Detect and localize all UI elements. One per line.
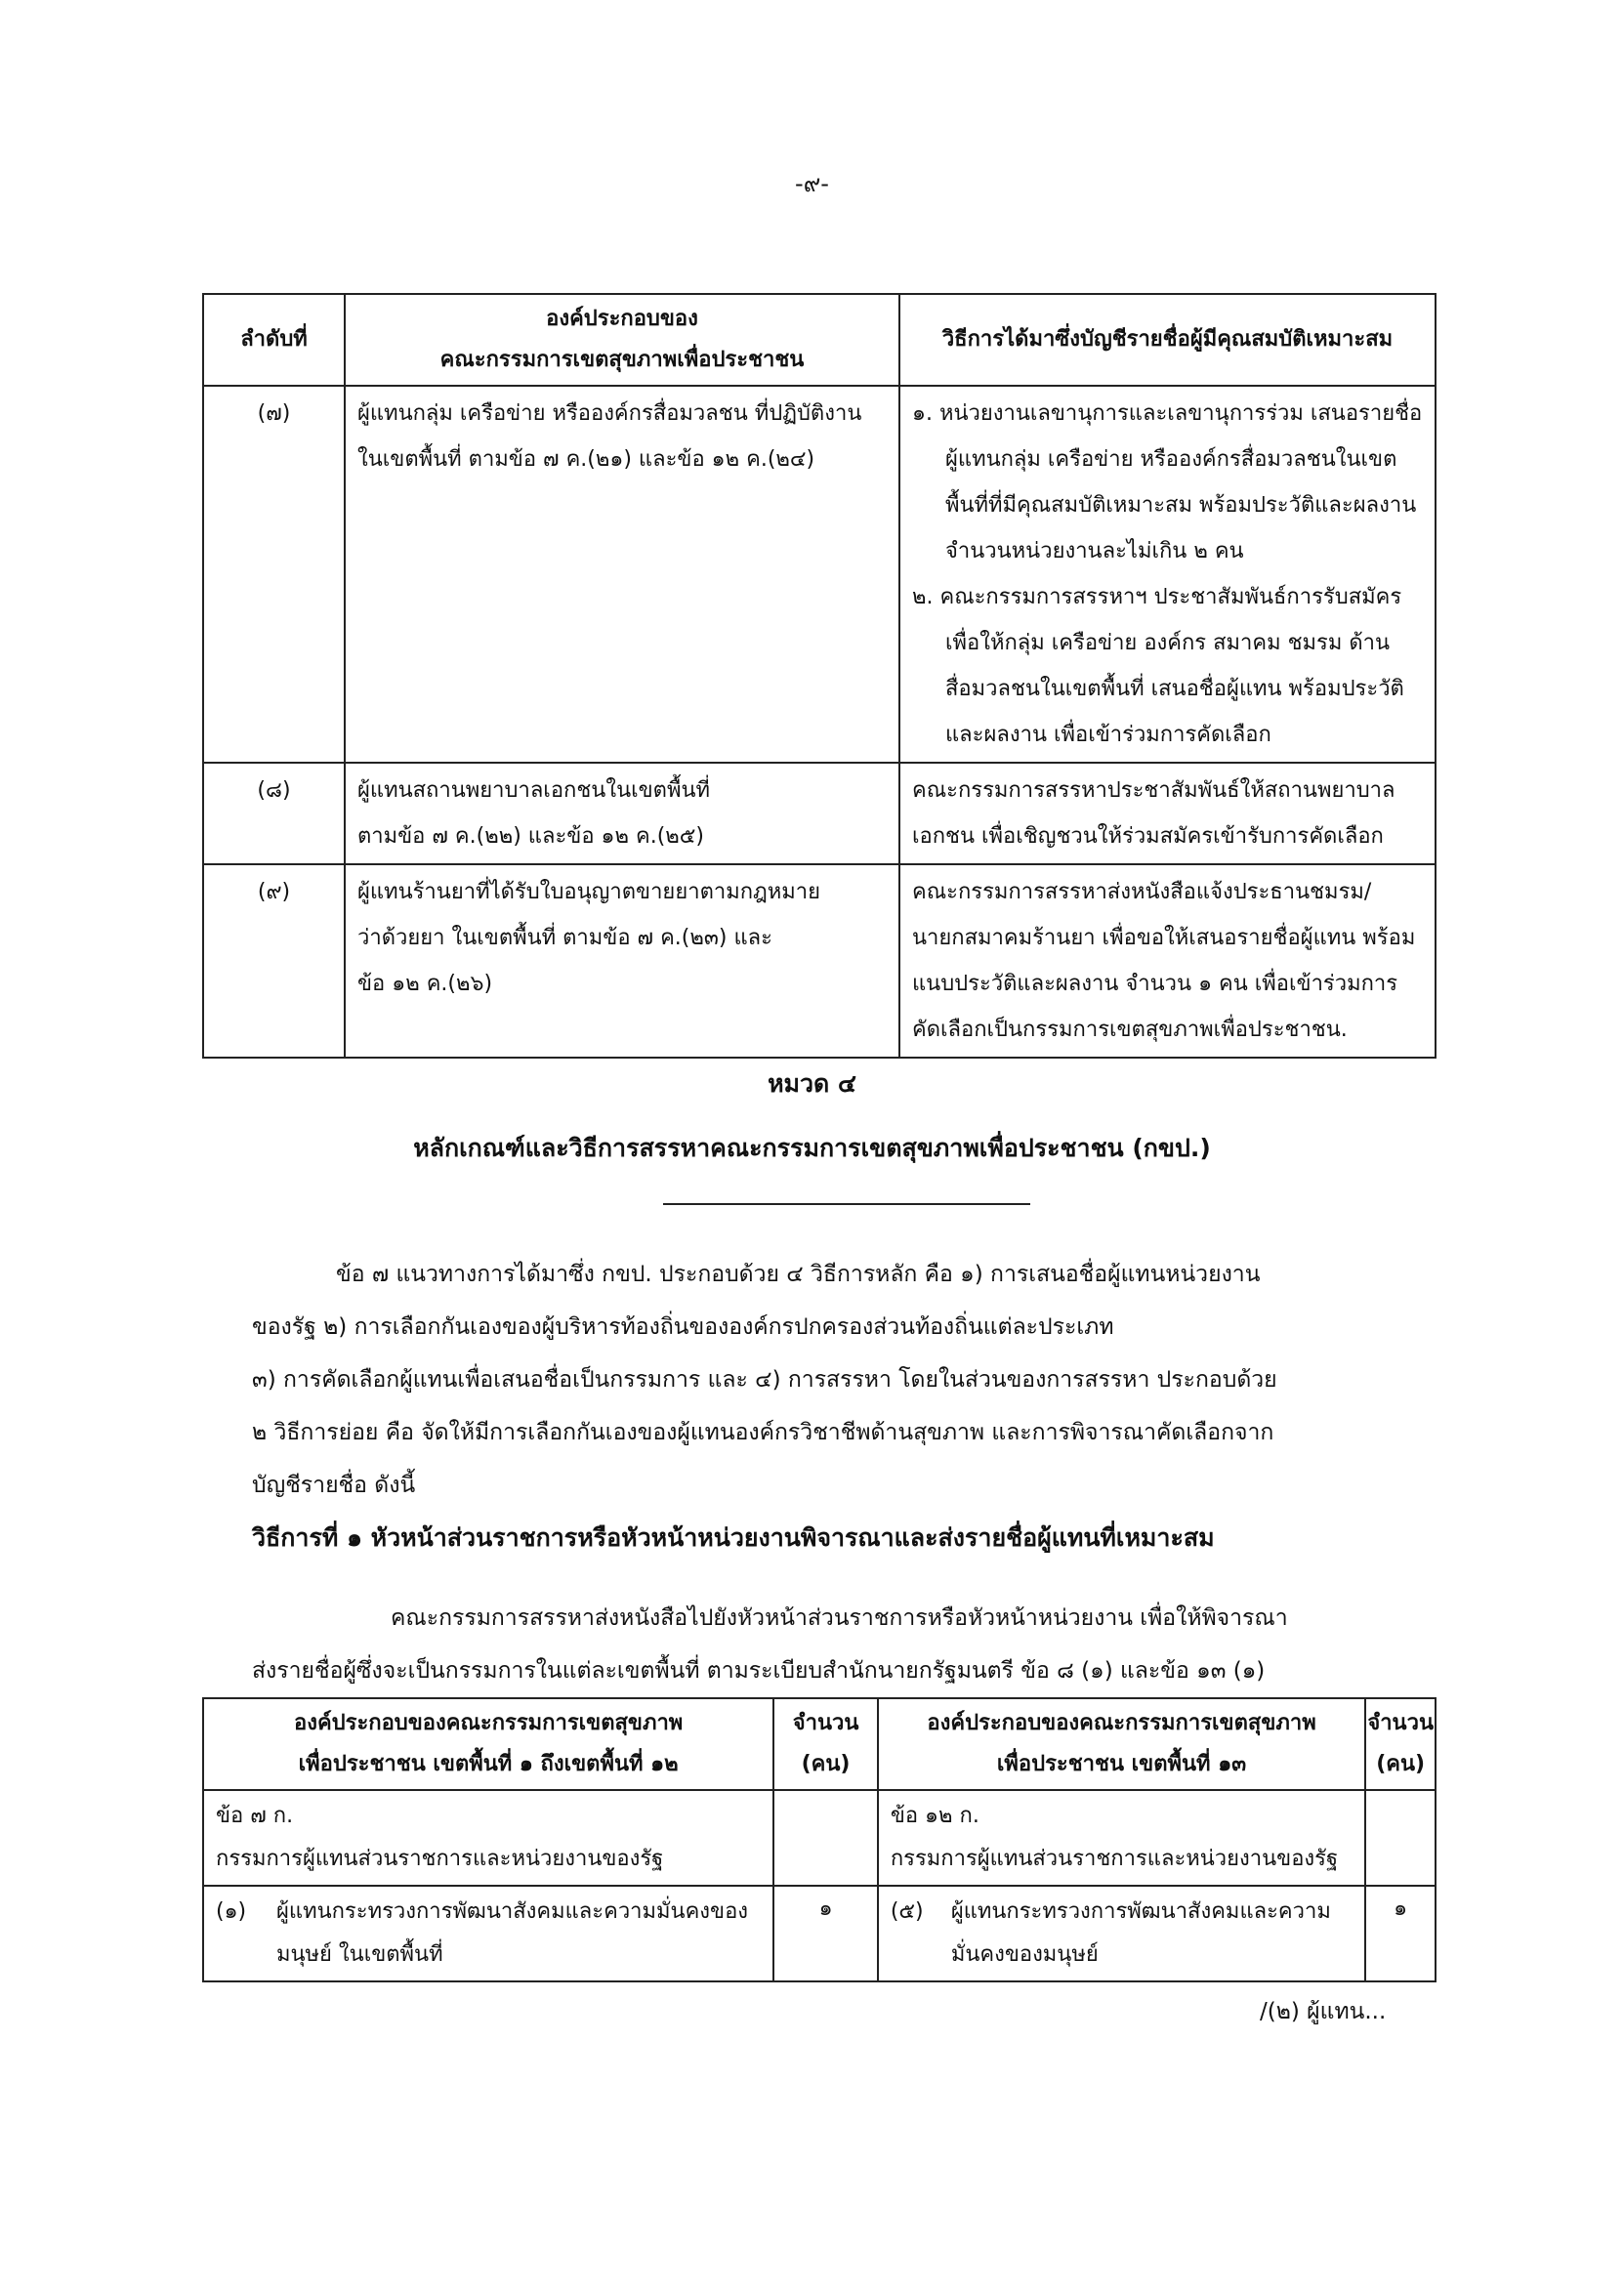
paragraph-line: ข้อ ๗ แนวทางการได้มาซึ่ง กขป. ประกอบด้วย ๔ วิธีการหลัก คือ ๑) การเสนอชื่อผู้แทนหน่วยงาน [336, 1262, 1261, 1287]
chapter-number: หมวด ๔ [768, 1069, 856, 1098]
list-item [216, 1891, 761, 1977]
paragraph-line: ของรัฐ ๒) การเลือกกันเองของผู้บริหารท้องถิ่นขององค์กรปกครองส่วนท้องถิ่นแต่ละประเภท [252, 1314, 1114, 1340]
method-item: ๑. หน่วยงานเลขานุการและเลขานุการร่วม เสนอรายชื่อผู้แทนกลุ่ม เครือข่าย หรือองค์กรสื่อมวลชนในเขตพื้นที่ที่มีคุณสมบัติเหมาะสม พร้อมประวัติและผลงาน จำนวนหน่วยงานละไม่เกิน ๒ คน [912, 401, 1423, 563]
committee-composition-table [202, 1697, 1437, 1982]
paragraph-line: ๒ วิธีการย่อย คือ จัดให้มีการเลือกกันเองของผู้แทนองค์กรวิชาชีพด้านสุขภาพ และการพิจารณาคัดเลือกจาก [252, 1420, 1274, 1445]
header-line: เพื่อประชาชน เขตพื้นที่ ๑ ถึงเขตพื้นที่ ๑๒ [298, 1752, 679, 1776]
count-value: ๑ [1365, 1886, 1436, 1981]
header-component-line: คณะกรรมการเขตสุขภาพเพื่อประชาชน [439, 348, 805, 372]
header-component-line: องค์ประกอบของ [546, 307, 698, 331]
component-line: ผู้แทนร้านยาที่ได้รับใบอนุญาตขายยาตามกฎหมาย [357, 880, 821, 904]
chapter-title: หลักเกณฑ์และวิธีการสรรหาคณะกรรมการเขตสุขภาพเพื่อประชาชน (กขป.) [413, 1134, 1211, 1162]
header-order-number: ลำดับที่ [203, 294, 345, 386]
list-item [891, 1891, 1353, 1977]
table-row [203, 386, 1436, 763]
method-1-paragraph [252, 1592, 1395, 1697]
table-header-row [203, 1698, 1436, 1790]
header-composition-zones-1-12 [203, 1698, 773, 1790]
row-component [345, 386, 899, 763]
header-line: (คน) [1376, 1752, 1426, 1776]
method-item: คณะกรรมการสรรหาส่งหนังสือแจ้งประธานชมรม/นายกสมาคมร้านยา เพื่อขอให้เสนอรายชื่อผู้แทน พร้อมแนบประวัติและผลงาน จำนวน ๑ คน เพื่อเข้าร่วมการคัดเลือกเป็นกรรมการเขตสุขภาพเพื่อประชาชน. [912, 880, 1416, 1042]
divider [663, 1203, 1030, 1205]
paragraph-line: ๓) การคัดเลือกผู้แทนเพื่อเสนอชื่อเป็นกรรมการ และ ๔) การสรรหา โดยในส่วนของการสรรหา ประกอบด้วย [252, 1367, 1277, 1393]
section-clause: ข้อ ๗ ก. [216, 1804, 294, 1828]
header-component [345, 294, 899, 386]
component-line: ผู้แทนกลุ่ม เครือข่าย หรือองค์กรสื่อมวลชน ที่ปฏิบัติงาน [357, 401, 862, 426]
section-title: กรรมการผู้แทนส่วนราชการและหน่วยงานของรัฐ [216, 1847, 664, 1871]
header-count [1365, 1698, 1436, 1790]
count-value: ๑ [773, 1886, 878, 1981]
item-text: ผู้แทนกระทรวงการพัฒนาสังคมและความมั่นคงของมนุษย์ ในเขตพื้นที่ [276, 1899, 749, 1967]
component-line: ข้อ ๑๒ ค.(๒๖) [357, 972, 493, 996]
page-number: -๙- [795, 170, 829, 197]
method-1-heading: วิธีการที่ ๑ หัวหน้าส่วนราชการหรือหัวหน้าหน่วยงานพิจารณาและส่งรายชื่อผู้แทนที่เหมาะสม [252, 1523, 1215, 1552]
header-method: วิธีการได้มาซึ่งบัญชีรายชื่อผู้มีคุณสมบัติเหมาะสม [899, 294, 1436, 386]
count-cell [1365, 1790, 1436, 1886]
section-cell [203, 1790, 773, 1886]
header-line: องค์ประกอบของคณะกรรมการเขตสุขภาพ [927, 1711, 1316, 1735]
row-number: (๙) [203, 864, 345, 1058]
item-number: (๕) [890, 1899, 924, 1924]
row-number: (๗) [203, 386, 345, 763]
method-item: คณะกรรมการสรรหาประชาสัมพันธ์ให้สถานพยาบาลเอกชน เพื่อเชิญชวนให้ร่วมสมัครเข้ารับการคัดเลือก [912, 778, 1395, 849]
component-line: ในเขตพื้นที่ ตามข้อ ๗ ค.(๒๑) และข้อ ๑๒ ค.(๒๔) [357, 447, 815, 472]
header-line: จำนวน [792, 1711, 859, 1735]
item-text: ผู้แทนกระทรวงการพัฒนาสังคมและความมั่นคงของมนุษย์ [950, 1899, 1331, 1967]
table-row [203, 763, 1436, 864]
header-line: เพื่อประชาชน เขตพื้นที่ ๑๓ [996, 1752, 1247, 1776]
table-row [203, 864, 1436, 1058]
row-method [899, 763, 1436, 864]
main-paragraph [252, 1248, 1395, 1512]
paragraph-line: คณะกรรมการสรรหาส่งหนังสือไปยังหัวหน้าส่วนราชการหรือหัวหน้าหน่วยงาน เพื่อให้พิจารณา [391, 1605, 1288, 1631]
component-line: ตามข้อ ๗ ค.(๒๒) และข้อ ๑๒ ค.(๒๕) [357, 824, 705, 849]
row-component [345, 763, 899, 864]
row-component [345, 864, 899, 1058]
table-header-row [203, 294, 1436, 386]
header-count [773, 1698, 878, 1790]
item-cell [203, 1886, 773, 1981]
item-cell [878, 1886, 1366, 1981]
section-clause: ข้อ ๑๒ ก. [890, 1804, 979, 1828]
header-composition-zone-13 [878, 1698, 1366, 1790]
header-line: จำนวน [1367, 1711, 1434, 1735]
row-method [899, 864, 1436, 1058]
component-line: ผู้แทนสถานพยาบาลเอกชนในเขตพื้นที่ [357, 778, 710, 803]
section-title: กรรมการผู้แทนส่วนราชการและหน่วยงานของรัฐ [890, 1847, 1339, 1871]
header-line: องค์ประกอบของคณะกรรมการเขตสุขภาพ [293, 1711, 684, 1735]
table-row [203, 1886, 1436, 1981]
recruitment-method-table [202, 293, 1437, 1059]
count-cell [773, 1790, 878, 1886]
item-number: (๑) [216, 1899, 247, 1924]
paragraph-line: ส่งรายชื่อผู้ซึ่งจะเป็นกรรมการในแต่ละเขตพื้นที่ ตามระเบียบสำนักนายกรัฐมนตรี ข้อ ๘ (๑) และข้อ ๑๓ (๑) [252, 1658, 1266, 1684]
row-method [899, 386, 1436, 763]
method-item: ๒. คณะกรรมการสรรหาฯ ประชาสัมพันธ์การรับสมัครเพื่อให้กลุ่ม เครือข่าย องค์กร สมาคม ชมรม ด้านสื่อมวลชนในเขตพื้นที่ เสนอชื่อผู้แทน พร้อมประวัติและผลงาน เพื่อเข้าร่วมการคัดเลือก [912, 585, 1404, 747]
paragraph-line: บัญชีรายชื่อ ดังนี้ [252, 1473, 416, 1498]
row-number: (๘) [203, 763, 345, 864]
continuation-note: /(๒) ผู้แทน... [1260, 1999, 1387, 2024]
header-line: (คน) [801, 1752, 851, 1776]
section-cell [878, 1790, 1366, 1886]
component-line: ว่าด้วยยา ในเขตพื้นที่ ตามข้อ ๗ ค.(๒๓) และ [357, 926, 772, 950]
table-row [203, 1790, 1436, 1886]
